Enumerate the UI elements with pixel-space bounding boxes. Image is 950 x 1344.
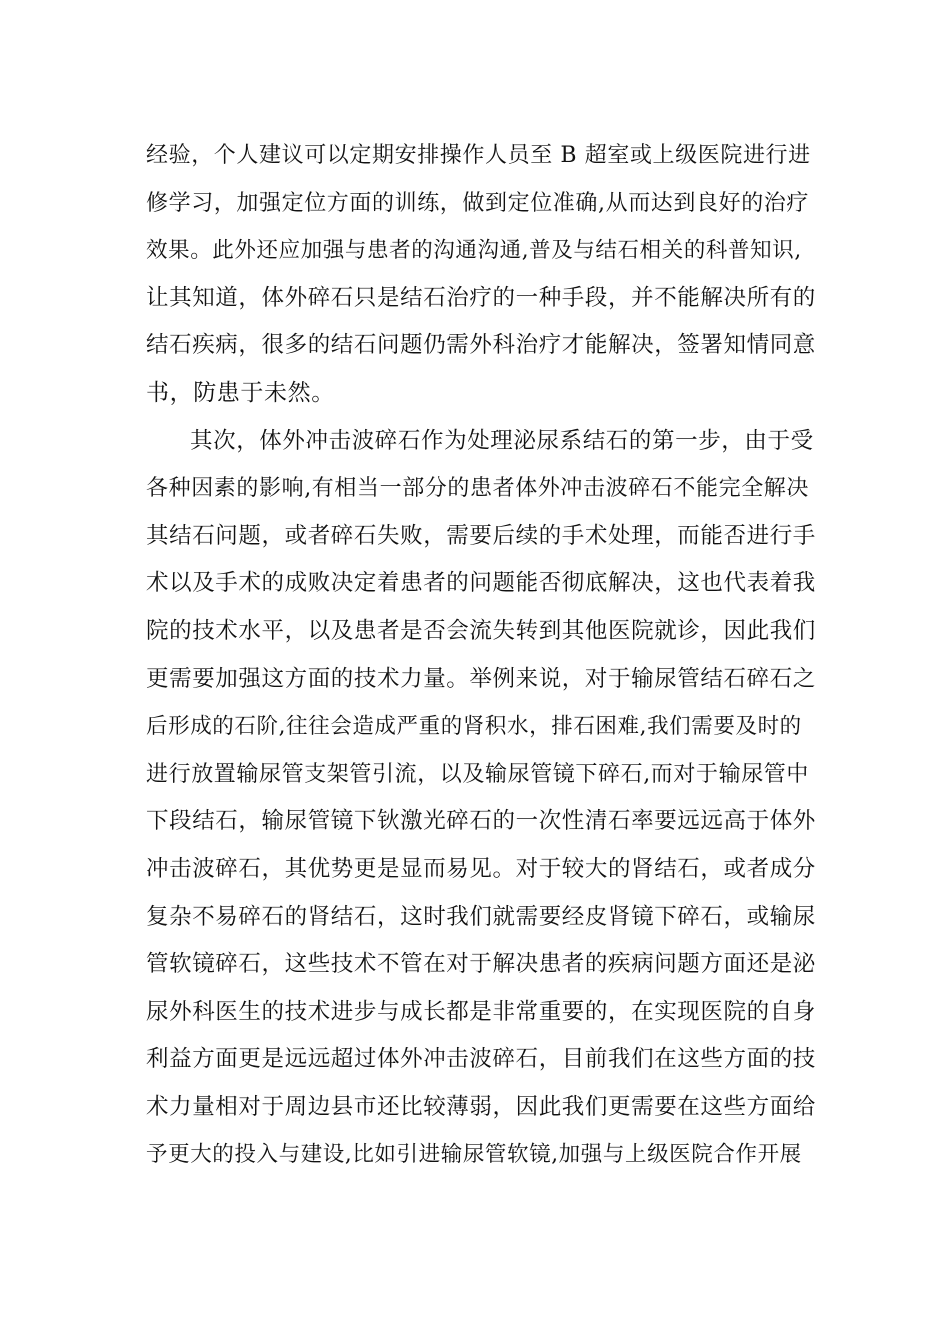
text-line: 书，防患于未然。 bbox=[146, 379, 335, 406]
text-line: 其结石问题，或者碎石失败，需要后续的手术处理，而能否进行手 bbox=[146, 522, 816, 549]
paragraph-first-line: 其次，体外冲击波碎石作为处理泌尿系结石的第一步，由于受 bbox=[190, 427, 814, 454]
text-line: 尿外科医生的技术进步与成长都是非常重要的，在实现医院的自身 bbox=[146, 998, 816, 1025]
text-line: 进行放置输尿管支架管引流，以及输尿管镜下碎石,而对于输尿管中 bbox=[146, 761, 809, 787]
text-line: 下段结石，输尿管镜下钬激光碎石的一次性清石率要远远高于体外 bbox=[146, 808, 816, 835]
text-line: 结石疾病，很多的结石问题仍需外科治疗才能解决，签署知情同意 bbox=[146, 332, 816, 359]
text-line: 更需要加强这方面的技术力量。举例来说，对于输尿管结石碎石之 bbox=[146, 665, 816, 692]
text-line: 管软镜碎石，这些技术不管在对于解决患者的疾病问题方面还是泌 bbox=[146, 951, 816, 978]
text-line: 后形成的石阶,往往会造成严重的肾积水，排石困难,我们需要及时的 bbox=[146, 714, 802, 740]
text-line: 予更大的投入与建设,比如引进输尿管软镜,加强与上级医院合作开展 bbox=[146, 1142, 802, 1168]
text-line: 修学习，加强定位方面的训练，做到定位准确,从而达到良好的治疗 bbox=[146, 190, 809, 216]
text-line: 冲击波碎石，其优势更是显而易见。对于较大的肾结石，或者成分 bbox=[146, 855, 816, 882]
text-line: 经验，个人建议可以定期安排操作人员至 B 超室或上级医院进行进 bbox=[146, 143, 811, 168]
text-line: 术力量相对于周边县市还比较薄弱，因此我们更需要在这些方面给 bbox=[146, 1093, 816, 1120]
text-line: 让其知道，体外碎石只是结石治疗的一种手段，并不能解决所有的 bbox=[146, 284, 816, 311]
body-text bbox=[146, 132, 816, 1179]
text-line: 术以及手术的成败决定着患者的问题能否彻底解决，这也代表着我 bbox=[146, 570, 816, 597]
text-line: 复杂不易碎石的肾结石，这时我们就需要经皮肾镜下碎石，或输尿 bbox=[146, 903, 816, 930]
text-line: 利益方面更是远远超过体外冲击波碎石，目前我们在这些方面的技 bbox=[146, 1046, 816, 1073]
text-line: 各种因素的影响,有相当一部分的患者体外冲击波碎石不能完全解决 bbox=[146, 476, 809, 502]
text-line: 院的技术水平，以及患者是否会流失转到其他医院就诊，因此我们 bbox=[146, 617, 816, 644]
text-line: 效果。此外还应加强与患者的沟通沟通,普及与结石相关的科普知识, bbox=[146, 238, 802, 264]
